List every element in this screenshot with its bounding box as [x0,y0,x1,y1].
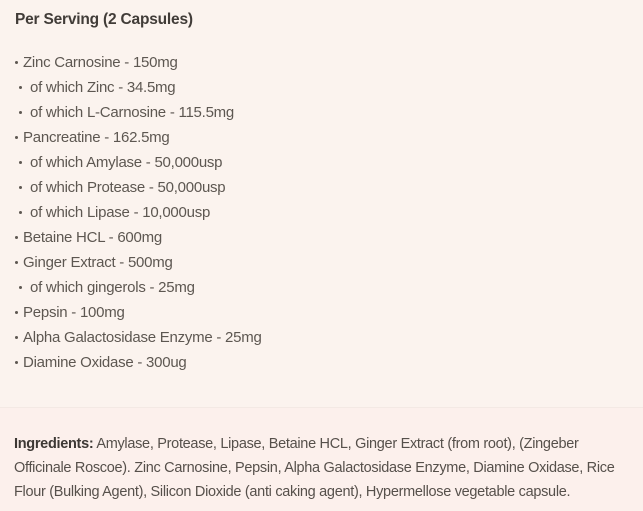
ingredients-section [0,408,643,511]
ingredient-item: Diamine Oxidase - 300ug [15,350,628,375]
ingredient-sub-item: of which L-Carnosine - 115.5mg [15,100,628,125]
ingredient-item: Ginger Extract - 500mg [15,250,628,275]
ingredient-sub-item: of which Amylase - 50,000usp [15,150,628,175]
ingredient-item: Zinc Carnosine - 150mg [15,50,628,75]
ingredient-item: Betaine HCL - 600mg [15,225,628,250]
per-serving-list [15,50,628,375]
ingredient-sub-item: of which Zinc - 34.5mg [15,75,628,100]
ingredient-item: Pepsin - 100mg [15,300,628,325]
ingredient-sub-item: of which Protease - 50,000usp [15,175,628,200]
ingredient-sub-item: of which gingerols - 25mg [15,275,628,300]
ingredient-item: Pancreatine - 162.5mg [15,125,628,150]
ingredients-paragraph [14,432,629,504]
ingredients-text: Amylase, Protease, Lipase, Betaine HCL, Ginger Extract (from root), (Zingeber Officinale Roscoe). Zinc Carnosine, Pepsin, Alpha Galactosidase Enzyme, Diamine Oxidase, Rice Flour (Bulking Agent), Silicon Dioxide (anti caking agent), Hypermellose vegetable capsule. [14,436,615,500]
ingredient-item: Alpha Galactosidase Enzyme - 25mg [15,325,628,350]
ingredients-label: Ingredients: [14,436,94,452]
per-serving-heading: Per Serving (2 Capsules) [15,11,193,28]
ingredient-sub-item: of which Lipase - 10,000usp [15,200,628,225]
